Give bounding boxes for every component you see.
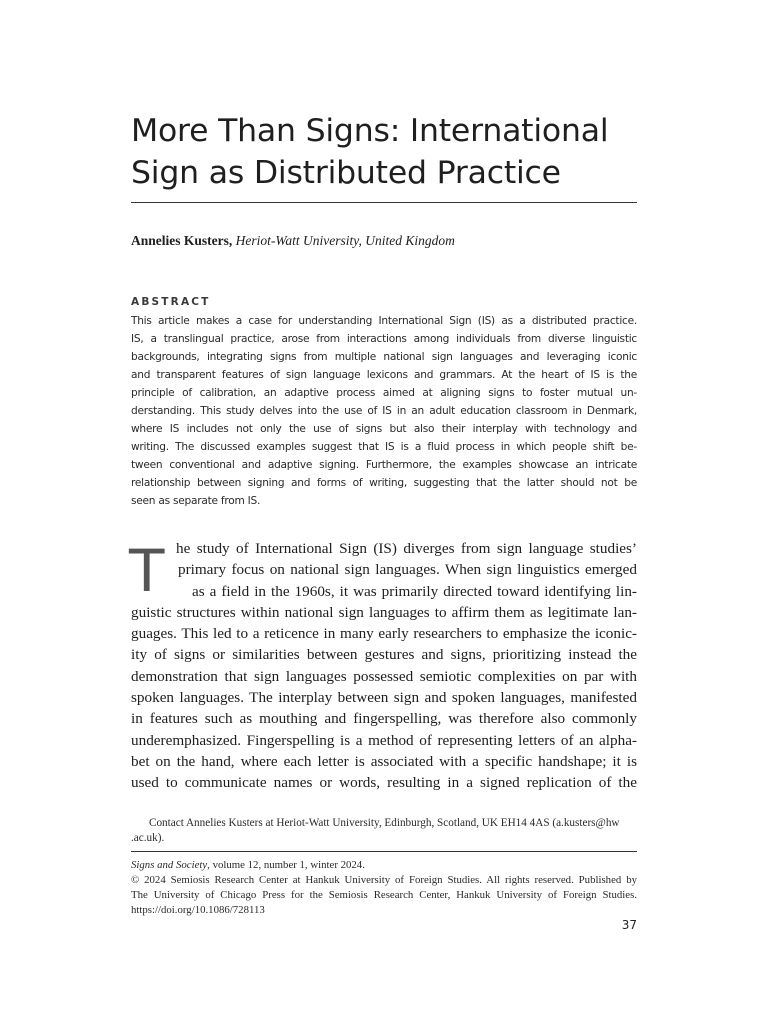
- drop-cap: T: [129, 537, 165, 605]
- contact-footnote: [131, 816, 637, 846]
- journal-name: Signs and Society: [131, 859, 208, 871]
- author-line: [131, 231, 637, 251]
- abstract-line: tween conventional and adaptive signing. Furthermore, the examples showcase an intricate: [131, 459, 637, 471]
- abstract-line: backgrounds, integrating signs from multiple national sign languages and leveraging iconic: [131, 351, 637, 363]
- journal-line: [131, 858, 637, 873]
- copyright-line: © 2024 Semiosis Research Center at Hankuk University of Foreign Studies. All rights reserved. Published by: [131, 874, 637, 886]
- journal-volume: , volume 12, number 1, winter 2024.: [207, 859, 365, 871]
- contact-line: Contact Annelies Kusters at Heriot-Watt University, Edinburgh, Scotland, UK EH14 4AS (a.kusters@hw: [149, 817, 620, 829]
- author-name: Annelies Kusters,: [131, 233, 233, 248]
- article-title-line: More Than Signs: International: [131, 113, 609, 149]
- body-line: bet on the hand, where each letter is associated with a specific handshape; it is: [131, 752, 637, 770]
- article-title-line: Sign as Distributed Practice: [131, 155, 561, 191]
- abstract-line: principle of calibration, an adaptive process aimed at aligning signs to foster mutual un-: [131, 387, 637, 399]
- body-line: underemphasized. Fingerspelling is a method of representing letters of an alpha-: [131, 731, 637, 749]
- body-line: guistic structures within national sign languages to affirm them as legitimate lan-: [131, 603, 637, 621]
- abstract-line: writing. The discussed examples suggest that IS is a fluid process in which people shift be-: [131, 441, 637, 453]
- abstract-line: relationship between signing and forms of writing, suggesting that the latter should not be: [131, 477, 637, 489]
- abstract-line: seen as separate from IS.: [131, 495, 261, 507]
- abstract-line: derstanding. This study delves into the use of IS in an adult education classroom in Denmark,: [131, 405, 637, 417]
- body-line: in features such as mouthing and fingerspelling, was therefore also commonly: [131, 710, 637, 728]
- abstract-text: [131, 312, 637, 510]
- author-affiliation: Heriot-Watt University, United Kingdom: [235, 233, 455, 248]
- abstract-line: IS, a translingual practice, arose from interactions among individuals from diverse linguistic: [131, 333, 637, 345]
- article-title: [131, 110, 637, 194]
- title-divider: [131, 202, 637, 203]
- body-line: primary focus on national sign languages. When sign linguistics emerged: [178, 561, 637, 579]
- body-line: he study of International Sign (IS) diverges from sign language studies’: [176, 540, 637, 557]
- body-paragraph: [131, 538, 637, 794]
- abstract-line: This article makes a case for understanding International Sign (IS) as a distributed practice.: [131, 315, 637, 327]
- body-line: demonstration that sign languages possessed semiotic complexities on par with: [131, 667, 637, 685]
- abstract-heading: ABSTRACT: [131, 296, 211, 308]
- abstract-line: where IS includes not only the use of signs but also their interplay with technology and: [131, 423, 637, 435]
- doi-link[interactable]: https://doi.org/10.1086/728113: [131, 904, 265, 916]
- body-line: spoken languages. The interplay between sign and spoken languages, manifested: [131, 689, 637, 707]
- abstract-line: and transparent features of sign language lexicons and grammars. At the heart of IS is the: [131, 369, 637, 381]
- copyright-line: The University of Chicago Press for the Semiosis Research Center, Hankuk University of Foreign Studies.: [131, 889, 637, 901]
- publication-info: [131, 858, 637, 918]
- body-line: as a field in the 1960s, it was primarily directed toward identifying lin-: [192, 582, 637, 600]
- contact-line: .ac.uk).: [131, 832, 165, 844]
- footnote-divider: [131, 851, 637, 852]
- body-line: guages. This led to a reticence in many early researchers to emphasize the iconic-: [131, 625, 637, 643]
- body-line: used to communicate names or words, resulting in a signed replication of the: [131, 774, 637, 792]
- article-page: [131, 0, 637, 1024]
- page-number: 37: [621, 918, 637, 932]
- body-line: ity of signs or similarities between gestures and signs, prioritizing instead the: [131, 646, 637, 664]
